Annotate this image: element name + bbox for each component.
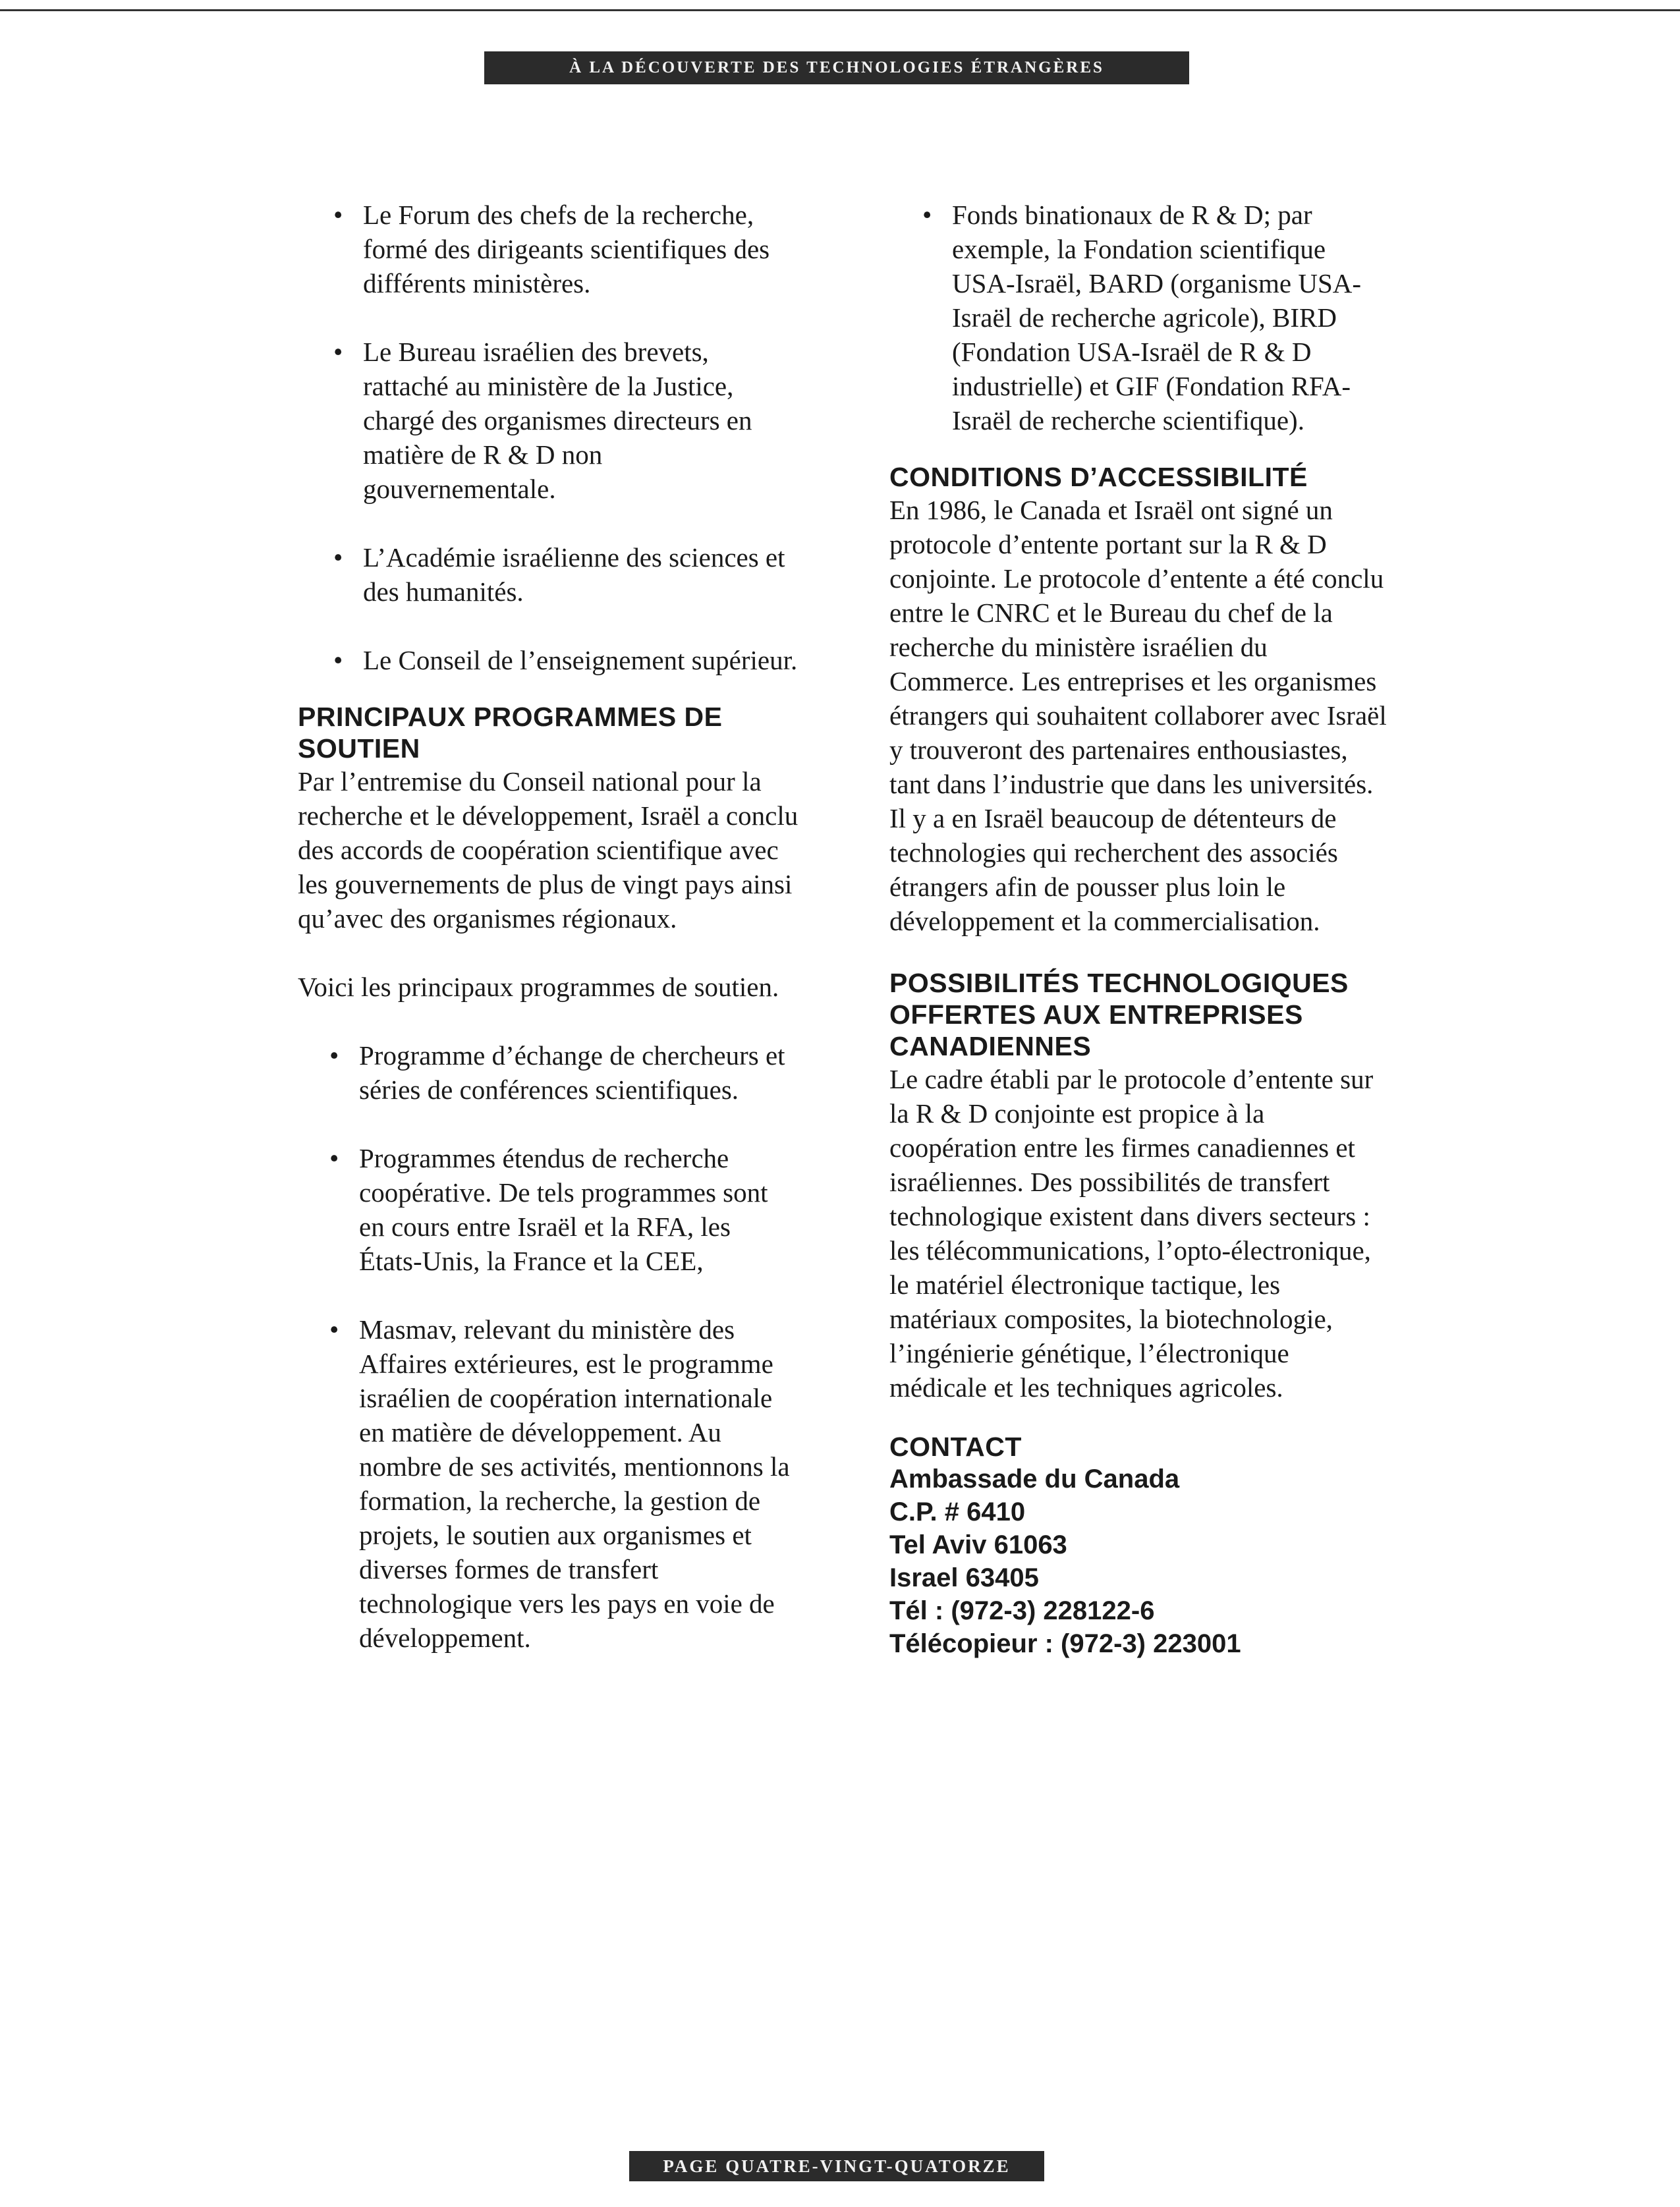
header-banner: À LA DÉCOUVERTE DES TECHNOLOGIES ÉTRANGÈRES	[484, 51, 1189, 84]
bullet-list-institutions	[327, 198, 798, 677]
paragraph-conditions: En 1986, le Canada et Israël ont signé un protocole d’entente portant sur la R & D conjointe. Le protocole d’entente a été conclu entre le CNRC et le Bureau du chef de la recherche du ministère israélien du Commerce. Les entreprises et les organismes étrangers qui souhaitent collaborer avec Israël y trouveront des partenaires enthousiastes, tant dans l’industrie que dans les universités. Il y a en Israël beaucoup de détenteurs de technologies qui recherchent des associés étrangers afin de pousser plus loin le développement et la commercialisation.	[889, 495, 1387, 936]
paragraph-programmes-list-intro: Voici les principaux programmes de soutien.	[298, 972, 779, 1002]
contact-city: Tel Aviv 61063	[889, 1530, 1067, 1559]
contact-organisation: Ambassade du Canada	[889, 1465, 1180, 1494]
contact-fax: Télécopieur : (972-3) 223001	[889, 1629, 1241, 1658]
heading-contact: CONTACT	[889, 1432, 1022, 1462]
contact-po-box: C.P. # 6410	[889, 1497, 1026, 1526]
list-item: • Le Bureau israélien des brevets, rattaché au ministère de la Justice, chargé des organismes directeurs en matière de R & D non gouvernementale.	[327, 335, 798, 506]
contact-block	[889, 1463, 1390, 1660]
left-column	[298, 198, 798, 1689]
top-rule	[0, 9, 1680, 11]
contact-phone: Tél : (972-3) 228122-6	[889, 1596, 1155, 1625]
bullet-list-programmes	[323, 1038, 798, 1655]
list-item: • Fonds binationaux de R & D; par exemple, la Fondation scientifique USA-Israël, BARD (organisme USA-Israël de recherche agricole), BIRD (Fondation USA-Israël de R & D industrielle) et GIF (Fondation RFA-Israël de recherche scientifique).	[916, 198, 1390, 437]
bullet-list-fonds	[916, 198, 1390, 437]
list-item: • Le Forum des chefs de la recherche, formé des dirigeants scientifiques des différents ministères.	[327, 198, 798, 300]
paragraph-programmes-intro: Par l’entremise du Conseil national pour la recherche et le développement, Israël a conclu des accords de coopération scientifique avec les gouvernements de plus de vingt pays ainsi qu’avec des organismes régionaux.	[298, 766, 798, 934]
heading-conditions: CONDITIONS D’ACCESSIBILITÉ	[889, 462, 1308, 492]
list-item: • Programmes étendus de recherche coopérative. De tels programmes sont en cours entre Israël et la RFA, les États-Unis, la France et la CEE,	[323, 1141, 798, 1278]
heading-principaux-programmes: PRINCIPAUX PROGRAMMES DE SOUTIEN	[298, 702, 723, 764]
list-item: • Masmav, relevant du ministère des Affaires extérieures, est le programme israélien de coopération internationale en matière de développement. Au nombre de ses activités, mentionnons la formation, la recherche, la gestion de projets, le soutien aux organismes et diverses formes de transfert technologique vers les pays en voie de développement.	[323, 1312, 798, 1655]
contact-country: Israel 63405	[889, 1563, 1039, 1592]
list-item: • Le Conseil de l’enseignement supérieur.	[327, 643, 798, 677]
list-item: • L’Académie israélienne des sciences et des humanités.	[327, 540, 798, 609]
right-column	[889, 198, 1390, 1660]
heading-possibilites: POSSIBILITÉS TECHNOLOGIQUES OFFERTES AUX ENTREPRISES CANADIENNES	[889, 968, 1349, 1061]
page-number-banner: PAGE QUATRE-VINGT-QUATORZE	[629, 2151, 1044, 2181]
list-item: • Programme d’échange de chercheurs et séries de conférences scientifiques.	[323, 1038, 798, 1107]
paragraph-possibilites: Le cadre établi par le protocole d’entente sur la R & D conjointe est propice à la coopération entre les firmes canadiennes et israéliennes. Des possibilités de transfert technologique existent dans divers secteurs : les télécommunications, l’opto-électronique, le matériel électronique tactique, les matériaux composites, la biotechnologie, l’ingénierie génétique, l’électronique médicale et les techniques agricoles.	[889, 1064, 1374, 1403]
